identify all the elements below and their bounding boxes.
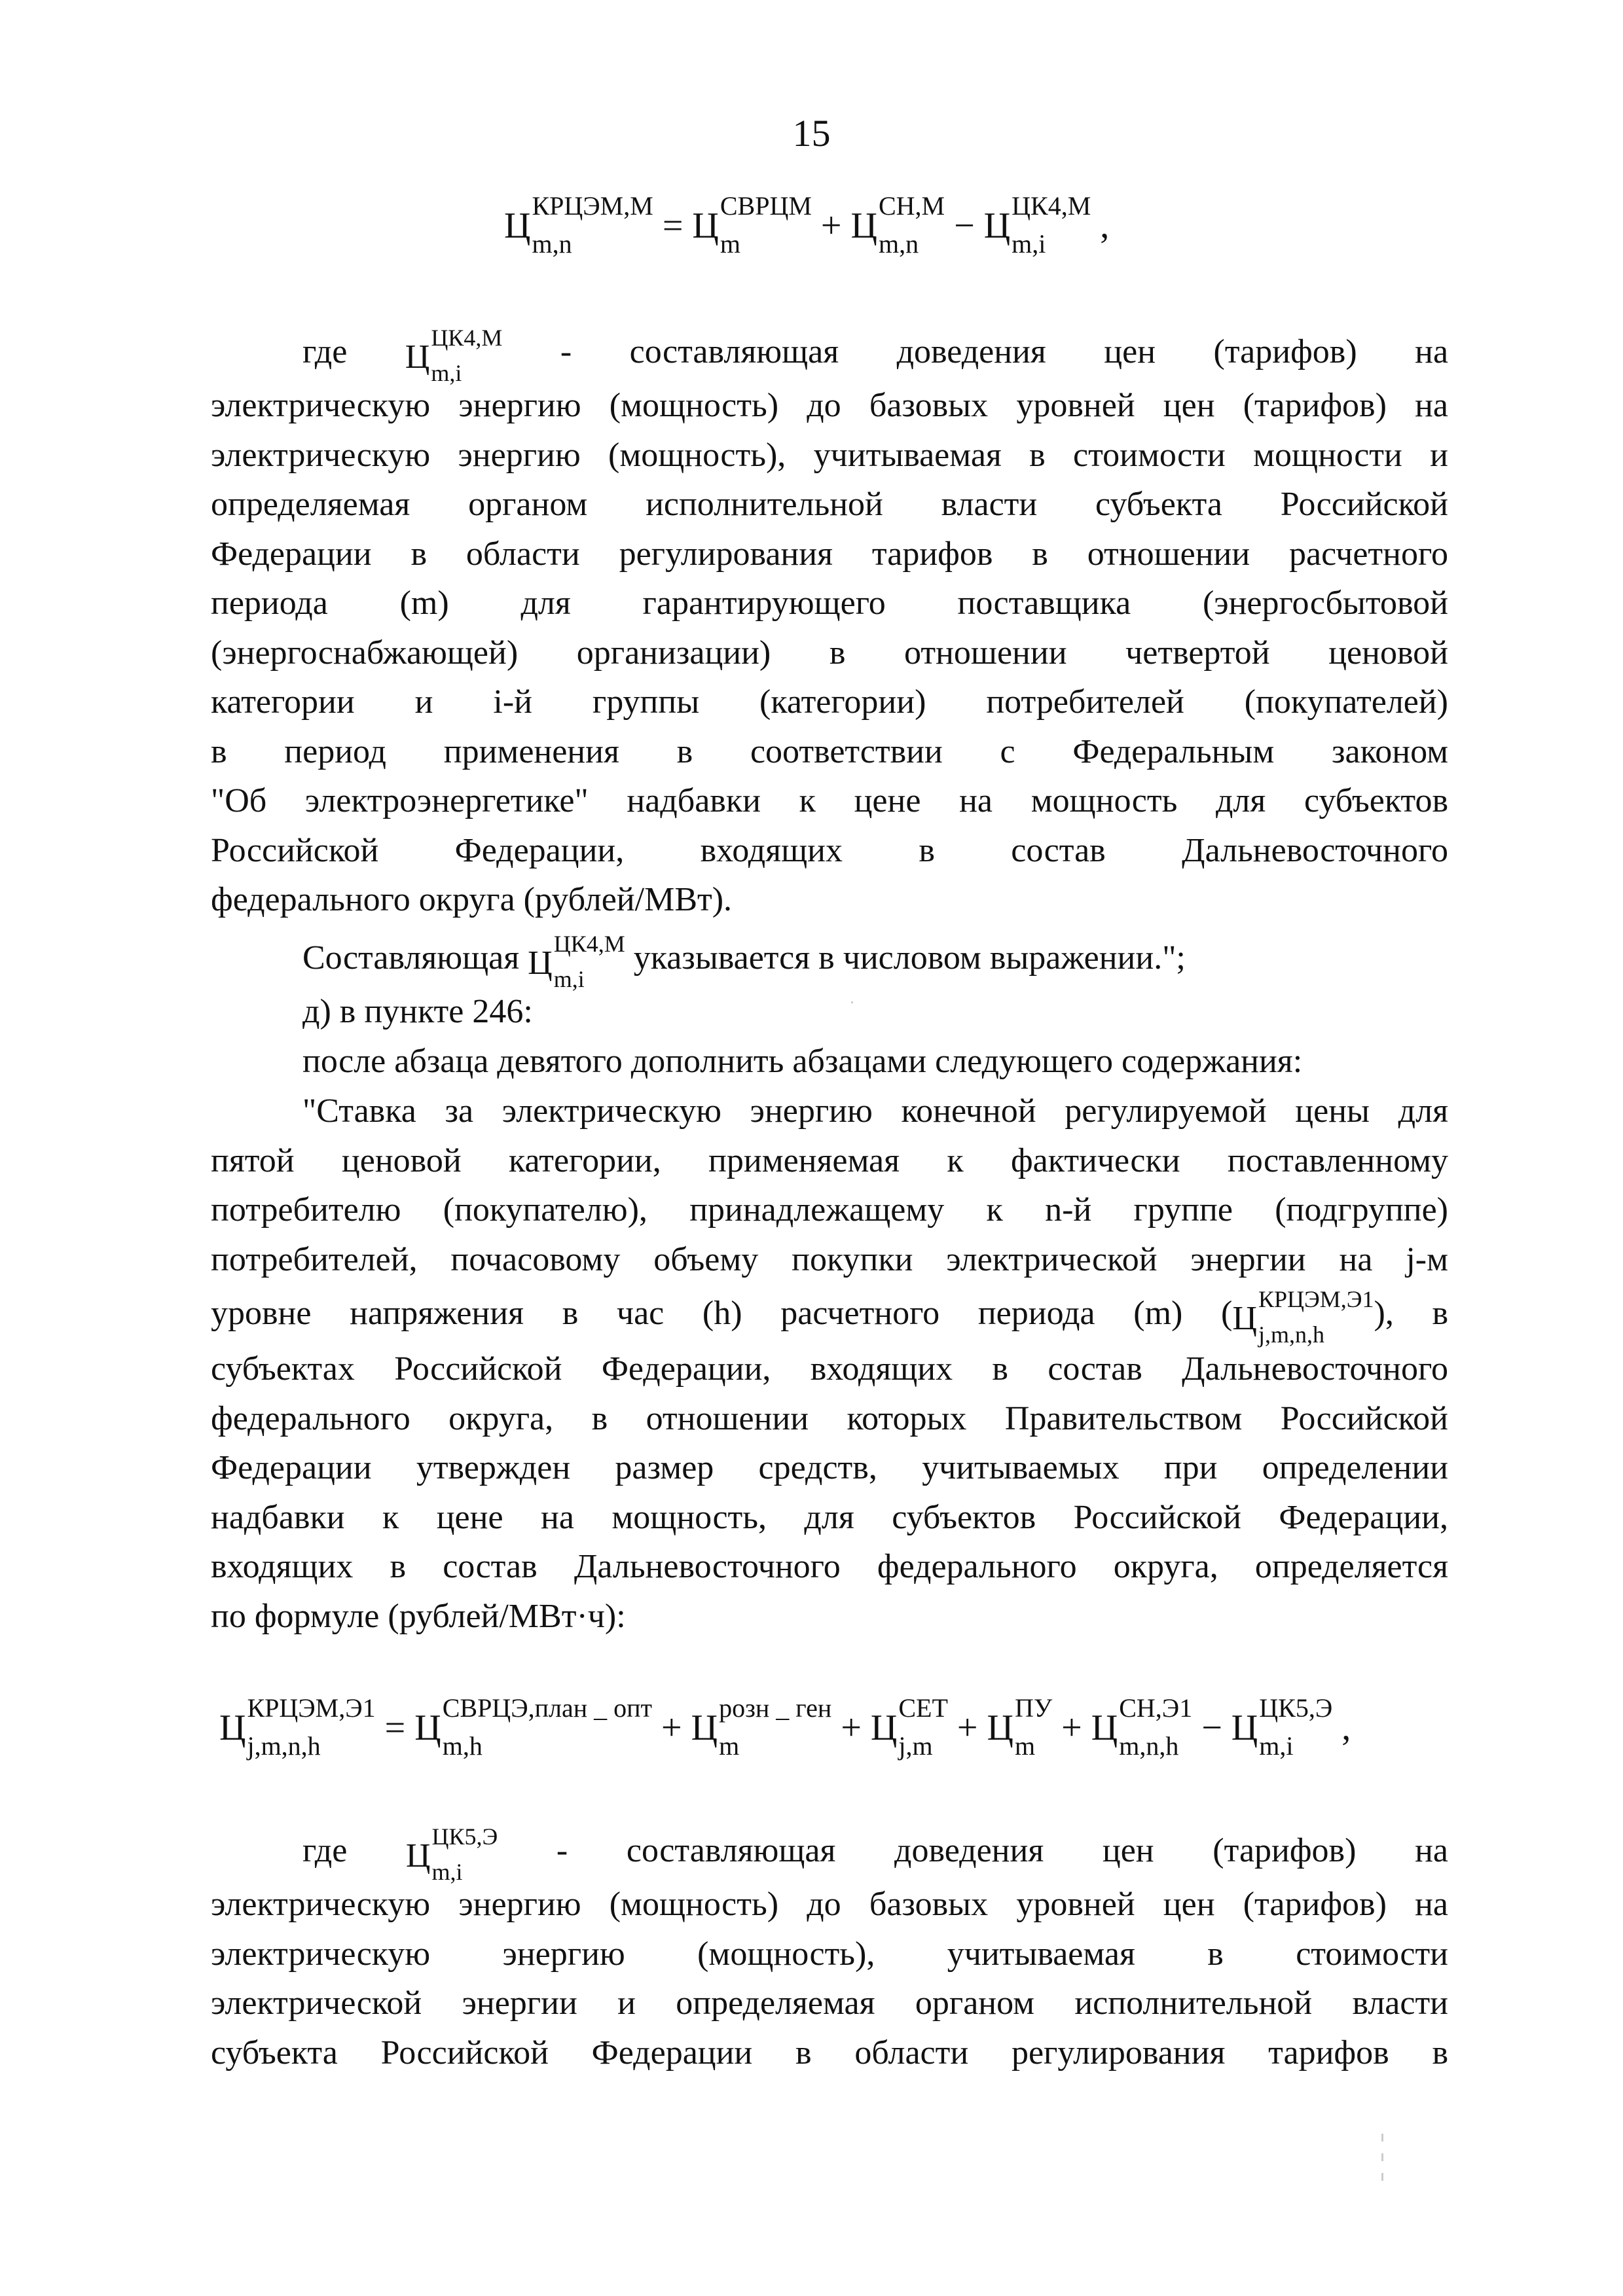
tariff-symbol-base: Ц [870, 1708, 898, 1748]
amendment-heading [211, 987, 1448, 1086]
tariff-symbol-base: Ц [691, 1708, 718, 1748]
subscript: m,i [1259, 1731, 1294, 1761]
definition-first-line [211, 325, 1449, 387]
formula-krcem-e1 [219, 1693, 1360, 1761]
scan-mark [1381, 2134, 1383, 2142]
component-note-after: указывается в числовом выражении."; [633, 939, 1186, 977]
tariff-symbol [983, 191, 1091, 259]
tariff-symbol-base: Ц [405, 338, 430, 376]
tariff-symbol-indices [719, 1693, 832, 1761]
superscript: СВРЦЭ,план _ опт [442, 1693, 653, 1723]
tariff-symbol-base: Ц [414, 1708, 441, 1748]
word: цен [1102, 1832, 1154, 1869]
tariff-symbol-indices [247, 1693, 376, 1761]
equals-sign: = [384, 1708, 406, 1748]
tariff-symbol [528, 931, 625, 993]
tariff-symbol-indices [532, 191, 653, 259]
text-line: "Ставка за электрическую энергию конечной регулируемой цены для [302, 1092, 1448, 1130]
tariff-symbol-base: Ц [405, 1837, 431, 1875]
tariff-symbol [405, 1823, 498, 1886]
tariff-symbol-base: Ц [504, 206, 531, 246]
text-line: периода (m) для гарантирующего поставщика (энергосбытовой [211, 584, 1448, 622]
paren-close: ), [1374, 1295, 1394, 1332]
word: составляющая [626, 1832, 836, 1869]
superscript: ЦК4,М [553, 931, 625, 958]
word: доведения [894, 1832, 1044, 1869]
text-line: категории и i-й группы (категории) потребителей (покупателей) [211, 683, 1448, 721]
word: напряжения [350, 1295, 524, 1332]
text-line: определяемая органом исполнительной власти субъекта Российской [211, 486, 1448, 524]
tariff-symbol-base: Ц [1231, 1708, 1258, 1748]
tariff-symbol [504, 191, 653, 259]
definition-first-line [211, 1823, 1448, 1886]
tariff-symbol-base: Ц [528, 944, 553, 982]
tariff-symbol [850, 191, 945, 259]
paren-open: ( [1221, 1295, 1233, 1332]
text-line: "Об электроэнергетике" надбавки к цене на мощность для субъектов [211, 782, 1448, 820]
tariff-symbol [405, 325, 503, 387]
subscript: m,n [532, 229, 572, 259]
tariff-symbol-indices [720, 191, 812, 259]
text-line: электрическую энергию (мощность), учитываемая в стоимости мощности и [211, 436, 1448, 474]
ck4-symbol [528, 931, 625, 993]
component-note-before: Составляющая [302, 939, 520, 977]
defined-symbol [405, 325, 503, 387]
superscript: СН,М [878, 191, 945, 221]
tariff-symbol-indices [1119, 1693, 1193, 1761]
text-line: электрической энергии и определяемая органом исполнительной власти [211, 1984, 1448, 2022]
text-line: в период применения в соответствии с Федеральным законом [211, 732, 1448, 770]
subscript: m,i [1012, 229, 1046, 259]
text-line: Федерации утвержден размер средств, учитываемых при определении [211, 1449, 1448, 1486]
operator: + [1061, 1708, 1082, 1748]
tariff-symbol-indices [553, 931, 625, 993]
where-word: где [302, 1832, 348, 1869]
text-line: (энергоснабжающей) организации) в отношении четвертой ценовой [211, 634, 1448, 672]
formula-comma: , [1341, 1708, 1351, 1748]
subscript: m,i [431, 1859, 463, 1886]
word: (тарифов) [1213, 1832, 1357, 1869]
superscript: розн _ ген [719, 1693, 832, 1723]
tariff-symbol-base: Ц [219, 1708, 246, 1748]
subscript: j,m [898, 1731, 933, 1761]
tariff-symbol-base: Ц [987, 1708, 1013, 1748]
inline-symbol-group [1221, 1286, 1394, 1348]
tariff-symbol-base: Ц [1232, 1300, 1257, 1338]
tariff-symbol [692, 191, 812, 259]
superscript: СН,Э1 [1119, 1693, 1193, 1723]
word: периода [977, 1295, 1095, 1332]
subscript: j,m,n,h [247, 1731, 321, 1761]
subscript: m [1014, 1731, 1036, 1761]
where-word: где [302, 333, 348, 370]
text-line: федерального округа, в отношении которых Правительством Российской [211, 1399, 1448, 1437]
superscript: ЦК4,М [1012, 191, 1091, 221]
text-line: федерального округа (рублей/МВт). [211, 881, 733, 919]
word: уровне [211, 1295, 312, 1332]
tariff-symbol-indices [1014, 1693, 1053, 1761]
tariff-symbol-indices [898, 1693, 948, 1761]
component-note-paragraph [211, 931, 1448, 993]
operator: − [1201, 1708, 1222, 1748]
scan-mark [1381, 2153, 1383, 2161]
tariff-symbol [1091, 1693, 1193, 1761]
tariff-symbol [1231, 1693, 1333, 1761]
formula-krcem-m [504, 191, 1118, 259]
word: в [1432, 1295, 1449, 1332]
equals-sign: = [662, 206, 684, 246]
operator: − [954, 206, 975, 246]
text-line: Российской Федерации, входящих в состав Дальневосточного [211, 831, 1448, 869]
tariff-symbol [987, 1693, 1053, 1761]
tariff-symbol [691, 1693, 832, 1761]
tariff-symbol-base: Ц [692, 206, 719, 246]
tariff-symbol-indices [1012, 191, 1091, 259]
tariff-symbol-base: Ц [1091, 1708, 1118, 1748]
superscript: КРЦЭМ,Э1 [247, 1693, 376, 1723]
word: расчетного [780, 1295, 940, 1332]
tariff-symbol [414, 1693, 653, 1761]
rate-definition-paragraph [211, 1086, 1448, 1641]
word: - [556, 1832, 568, 1869]
rate-definition-symbol-line [211, 1284, 1449, 1348]
superscript: ПУ [1014, 1693, 1053, 1723]
superscript: ЦК5,Э [1259, 1693, 1333, 1723]
formula-comma: , [1100, 206, 1110, 246]
tariff-symbol-base: Ц [850, 206, 877, 246]
word: составляющая [629, 333, 839, 370]
tariff-symbol [870, 1693, 948, 1761]
superscript: КРЦЭМ,М [532, 191, 653, 221]
operator: + [661, 1708, 682, 1748]
word: на [1415, 1832, 1448, 1869]
word: (m) [1133, 1295, 1183, 1332]
subscript: m,i [553, 966, 585, 993]
subscript: m [720, 229, 740, 259]
tariff-symbol-indices [1259, 1693, 1333, 1761]
subscript: m,h [442, 1731, 483, 1761]
text-line: потребителей, почасовому объему покупки электрической энергии на j-м [211, 1240, 1448, 1278]
operator: + [820, 206, 842, 246]
tariff-symbol-indices [1258, 1286, 1374, 1348]
text-line: субъектах Российской Федерации, входящих в состав Дальневосточного [211, 1350, 1448, 1388]
clause-d-line: д) в пункте 246: [302, 993, 533, 1030]
word: час [616, 1295, 665, 1332]
word: (h) [702, 1295, 742, 1332]
text-line: электрическую энергию (мощность) до базовых уровней цен (тарифов) на [211, 1886, 1448, 1924]
tariff-symbol-indices [878, 191, 945, 259]
subscript: m,n,h [1119, 1731, 1179, 1761]
tariff-symbol [1232, 1286, 1374, 1348]
definition-paragraph-ck5 [211, 1823, 1448, 2077]
operator: + [957, 1708, 978, 1748]
subscript: m [719, 1731, 740, 1761]
subscript: j,m,n,h [1258, 1321, 1324, 1348]
text-line: Федерации в области регулирования тарифов в отношении расчетного [211, 535, 1448, 573]
superscript: КРЦЭМ,Э1 [1258, 1286, 1374, 1313]
text-line: электрическую энергию (мощность) до базовых уровней цен (тарифов) на [211, 387, 1448, 425]
subscript: m,n [878, 229, 919, 259]
superscript: ЦК5,Э [431, 1823, 498, 1850]
text-line: по формуле (рублей/МВт·ч): [211, 1597, 626, 1635]
tariff-symbol-indices [431, 325, 503, 387]
tariff-symbol [219, 1693, 376, 1761]
superscript: СВРЦМ [720, 191, 812, 221]
superscript: СЕТ [898, 1693, 948, 1723]
word: - [560, 333, 572, 370]
definition-paragraph-ck4 [211, 327, 1448, 925]
component-note-line [211, 931, 1448, 993]
word: (тарифов) [1213, 333, 1357, 370]
scan-mark [851, 1001, 853, 1003]
text-line: входящих в состав Дальневосточного федерального округа, определяется [211, 1548, 1448, 1585]
defined-symbol [405, 1823, 498, 1886]
scan-mark [1381, 2173, 1383, 2181]
word: в [562, 1295, 579, 1332]
word: доведения [896, 333, 1046, 370]
word: цен [1104, 333, 1156, 370]
tariff-symbol-base: Ц [983, 206, 1011, 246]
text-line: электрическую энергию (мощность), учитываемая в стоимости [211, 1935, 1448, 1973]
text-line: субъекта Российской Федерации в области регулирования тарифов в [211, 2034, 1448, 2072]
subscript: m,i [431, 360, 462, 387]
operator: + [841, 1708, 862, 1748]
rate-symbol [1232, 1286, 1374, 1348]
insertion-instruction-line: после абзаца девятого дополнить абзацами следующего содержания: [302, 1042, 1303, 1080]
page-number: 15 [792, 112, 831, 154]
tariff-symbol-indices [442, 1693, 653, 1761]
text-line: пятой ценовой категории, применяемая к фактически поставленному [211, 1141, 1448, 1179]
text-line: надбавки к цене на мощность, для субъектов Российской Федерации, [211, 1498, 1448, 1536]
word: на [1415, 333, 1449, 370]
superscript: ЦК4,М [431, 325, 503, 351]
text-line: потребителю (покупателю), принадлежащему к n-й группе (подгруппе) [211, 1191, 1448, 1229]
tariff-symbol-indices [431, 1823, 498, 1886]
